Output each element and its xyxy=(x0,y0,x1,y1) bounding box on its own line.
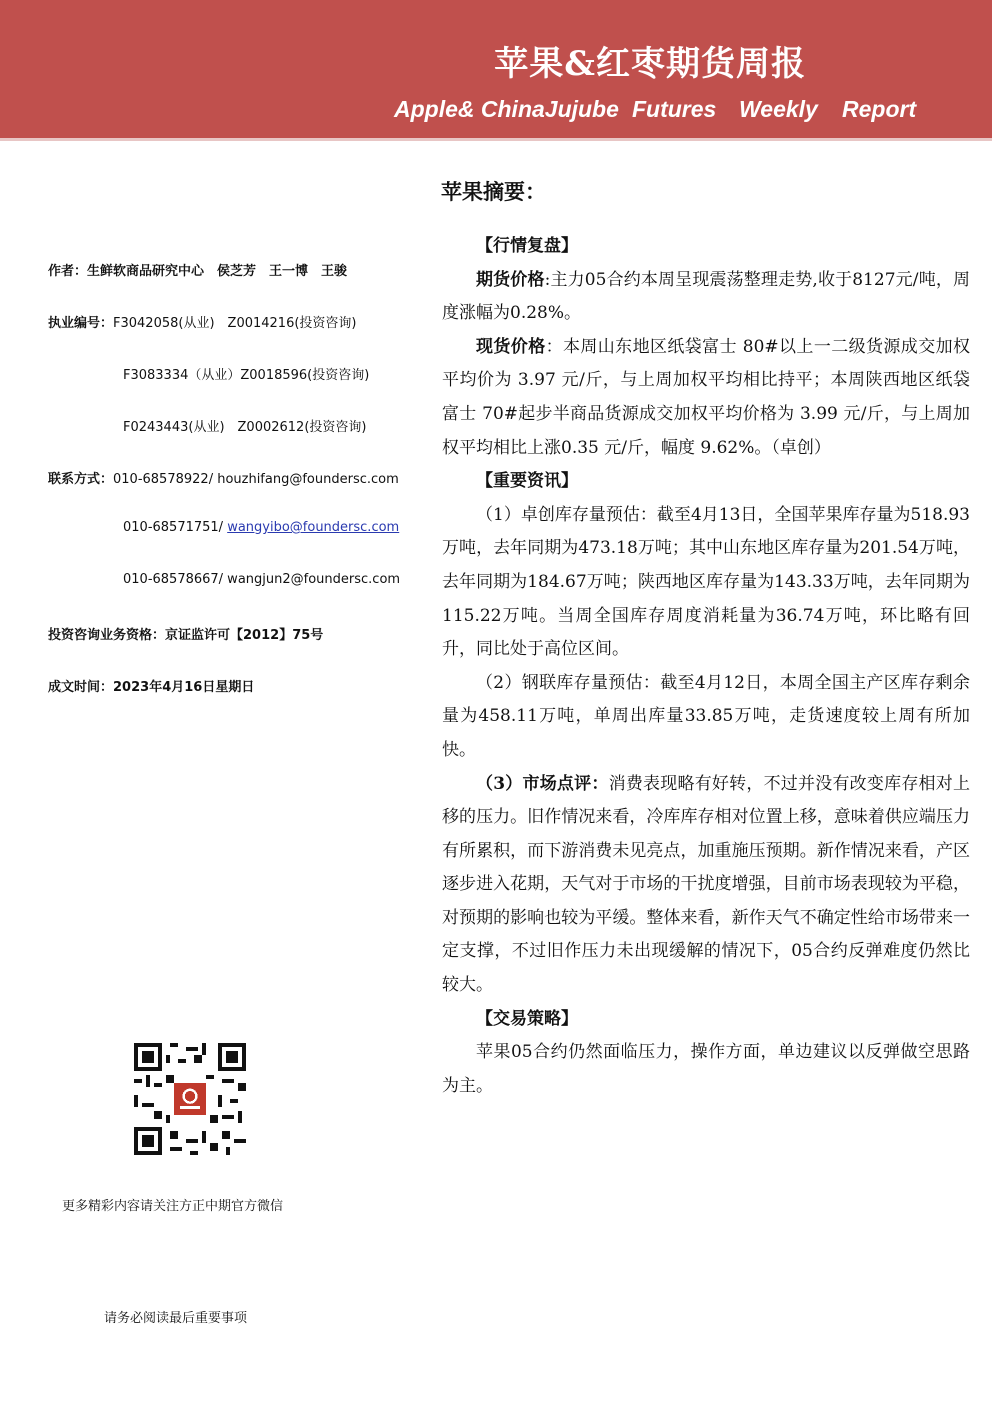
qualification-label: 投资咨询业务资格： xyxy=(48,628,166,643)
date-label: 成文时间： xyxy=(48,680,114,695)
author-value: 生鲜软商品研究中心 侯芝芳 王一博 王骏 xyxy=(87,264,348,279)
author-label: 作者： xyxy=(48,264,88,279)
license-line: F3083334（从业）Z0018596(投资咨询) xyxy=(123,368,370,383)
section-heading-trading-strategy: 【交易策略】 xyxy=(476,1008,578,1029)
wechat-qr-code xyxy=(134,1043,246,1155)
qr-caption: 更多精彩内容请关注方正中期官方微信 xyxy=(62,1199,284,1214)
news-item: （1）卓创库存量预估：截至4月13日，全国苹果库存量为518.93万吨，去年同期为473.18万吨；其中山东地区库存量为201.54万吨，去年同期为184.67万吨；陕西地区库存量为143.33万吨，去年同期为115.22万吨。当周全国库存周度消耗量为36.74万吨，环比略有回升，同比处于高位区间。 xyxy=(442,504,970,660)
license-line: F0243443(从业) Z0002612(投资咨询) xyxy=(123,420,367,435)
contact-line: 010-68578667/ wangjun2@foundersc.com xyxy=(123,572,401,587)
contact-phone: 010-68571751/ xyxy=(123,520,228,535)
author-line xyxy=(48,260,347,279)
qualification-value: 京证监许可【2012】75号 xyxy=(165,628,324,643)
qualification-line xyxy=(48,624,323,643)
news-item: （2）钢联库存量预估：截至4月12日，本周全国主产区库存剩余量为458.11万吨，单周出库量33.85万吨，走货速度较上周有所加快。 xyxy=(442,672,970,760)
date-line xyxy=(48,676,254,695)
futures-price-paragraph xyxy=(442,264,970,331)
license-value: F3042058(从业) Z0014216(投资咨询) xyxy=(113,316,357,331)
spot-price-text: ：本周山东地区纸袋富士 80#以上一二级货源成交加权平均价为 3.97 元/斤，与上周加权平均相比持平；本周陕西地区纸袋富士 70#起步半商品货源成交加权平均价格为 3.99 元/斤，与上周加权平均相比上涨0.35 元/斤，幅度 9.62%。（卓创） xyxy=(442,336,971,458)
spot-price-paragraph xyxy=(442,331,970,465)
subtitle-part: Report xyxy=(842,96,917,122)
futures-price-text: :主力05合约本周呈现震荡整理走势,收于8127元/吨，周度涨幅为0.28%。 xyxy=(442,269,970,324)
spot-price-label: 现货价格 xyxy=(476,336,546,357)
footer-note: 请务必阅读最后重要事项 xyxy=(104,1311,248,1326)
subtitle-part: Futures xyxy=(632,96,717,122)
section-heading-important-news: 【重要资讯】 xyxy=(476,471,578,492)
contact-line xyxy=(123,520,399,535)
strategy-paragraph: 苹果05合约仍然面临压力，操作方面，单边建议以反弹做空思路为主。 xyxy=(442,1042,970,1096)
subtitle-part: Weekly xyxy=(739,96,818,122)
contact-line xyxy=(48,468,399,487)
market-comment-label: （3）市场点评： xyxy=(476,773,609,794)
futures-price-label: 期货价格 xyxy=(476,269,545,290)
contact-value: 010-68578922/ houzhifang@foundersc.com xyxy=(113,472,399,487)
date-value: 2023年4月16日星期日 xyxy=(113,680,255,695)
contact-email-link[interactable]: wangyibo@foundersc.com xyxy=(227,520,400,535)
market-comment-text: 消费表现略有好转，不过并没有改变库存相对上移的压力。旧作情况来看，冷库库存相对位置上移，意味着供应端压力有所累积，而下游消费未见亮点，加重施压预期。新作情况来看，产区逐步进入花期，天气对于市场的干扰度增强，目前市场表现较为平稳，对预期的影响也较为平缓。整体来看，新作天气不确定性给市场带来一定支撑，不过旧作压力未出现缓解的情况下，05合约反弹难度仍然比较大。 xyxy=(442,773,970,996)
report-banner xyxy=(0,0,992,141)
license-line xyxy=(48,312,356,331)
subtitle-part: Apple& ChinaJujube xyxy=(394,96,619,122)
section-heading-market-review: 【行情复盘】 xyxy=(476,236,578,256)
news-item xyxy=(442,768,970,1003)
contact-label: 联系方式： xyxy=(48,472,114,487)
apple-summary-body xyxy=(442,230,970,1103)
summary-title: 苹果摘要： xyxy=(441,179,546,204)
report-title: 苹果&红枣期货周报 xyxy=(494,44,806,84)
license-label: 执业编号： xyxy=(48,316,114,331)
